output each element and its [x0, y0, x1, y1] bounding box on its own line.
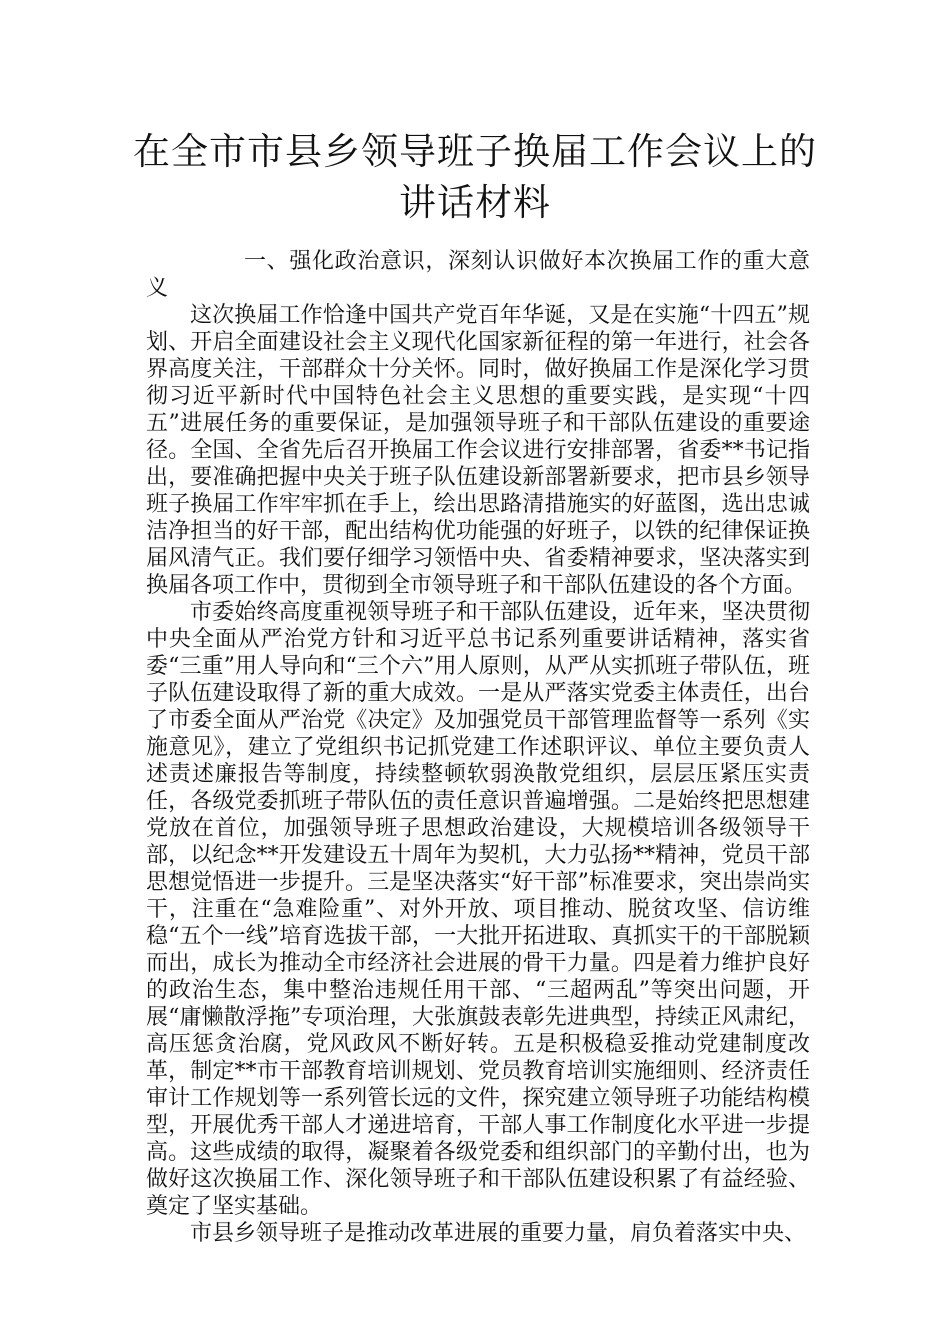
document-title-line-1: 在全市市县乡领导班子换届工作会议上的: [133, 130, 817, 173]
paragraph-1: 这次换届工作恰逢中国共产党百年华诞，又是在实施“十四五”规划、开启全面建设社会主义现代化国家新征程的第一年进行，社会各界高度关注，干部群众十分关怀。同时，做好换届工作是深化学习贯彻习近平新时代中国特色社会主义思想的重要实践，是实现“十四五”进展任务的重要保证，是加强领导班子和干部队伍建设的重要途径。全国、全省先后召开换届工作会议进行安排部署，省委**书记指出，要准确把握中央关于班子队伍建设新部署新要求，把市县乡领导班子换届工作牢牢抓在手上，绘出思路清措施实的好蓝图，选出忠诚洁净担当的好干部，配出结构优功能强的好班子，以铁的纪律保证换届风清气正。我们要仔细学习领悟中央、省委精神要求，坚决落实到换届各项工作中，贯彻到全市领导班子和干部队伍建设的各个方面。: [146, 303, 810, 598]
document-body: [146, 248, 810, 1247]
paragraph-3: 市县乡领导班子是推动改革进展的重要力量，肩负着落实中央、: [190, 1221, 807, 1246]
section-heading: 一、强化政治意识，深刻认识做好本次换届工作的重大意义: [146, 249, 810, 301]
document-title-line-2: 讲话材料: [399, 181, 551, 224]
paragraph-2: 市委始终高度重视领导班子和干部队伍建设，近年来，坚决贯彻中央全面从严治党方针和习近平总书记系列重要讲话精神，落实省委“三重”用人导向和“三个六”用人原则，从严从实抓班子带队伍，班子队伍建设取得了新的重大成效。一是从严落实党委主体责任，出台了市委全面从严治党《决定》及加强党员干部管理监督等一系列《实施意见》，建立了党组织书记抓党建工作述职评议、单位主要负责人述责述廉报告等制度，持续整顿软弱涣散党组织，层层压紧压实责任，各级党委抓班子带队伍的责任意识普遍增强。二是始终把思想建党放在首位，加强领导班子思想政治建设，大规模培训各级领导干部，以纪念**开发建设五十周年为契机，大力弘扬**精神，党员干部思想觉悟进一步提升。三是坚决落实“好干部”标准要求，突出崇尚实干，注重在“急难险重”、对外开放、项目推动、脱贫攻坚、信访维稳“五个一线”培育选拔干部，一大批开拓进取、真抓实干的干部脱颖而出，成长为推动全市经济社会进展的骨干力量。四是着力维护良好的政治生态，集中整治违规任用干部、“三超两乱”等突出问题，开展“庸懒散浮拖”专项治理，大张旗鼓表彰先进典型，持续正风肃纪，高压惩贪治腐，党风政风不断好转。五是积极稳妥推动党建制度改革，制定**市干部教育培训规划、党员教育培训实施细则、经济责任审计工作规划等一系列管长远的文件，探究建立领导班子功能结构模型，开展优秀干部人才递进培育，干部人事工作制度化水平进一步提高。这些成绩的取得，凝聚着各级党委和组织部门的辛勤付出，也为做好这次换届工作、深化领导班子和干部队伍建设积累了有益经验、奠定了坚实基础。: [146, 600, 810, 1219]
